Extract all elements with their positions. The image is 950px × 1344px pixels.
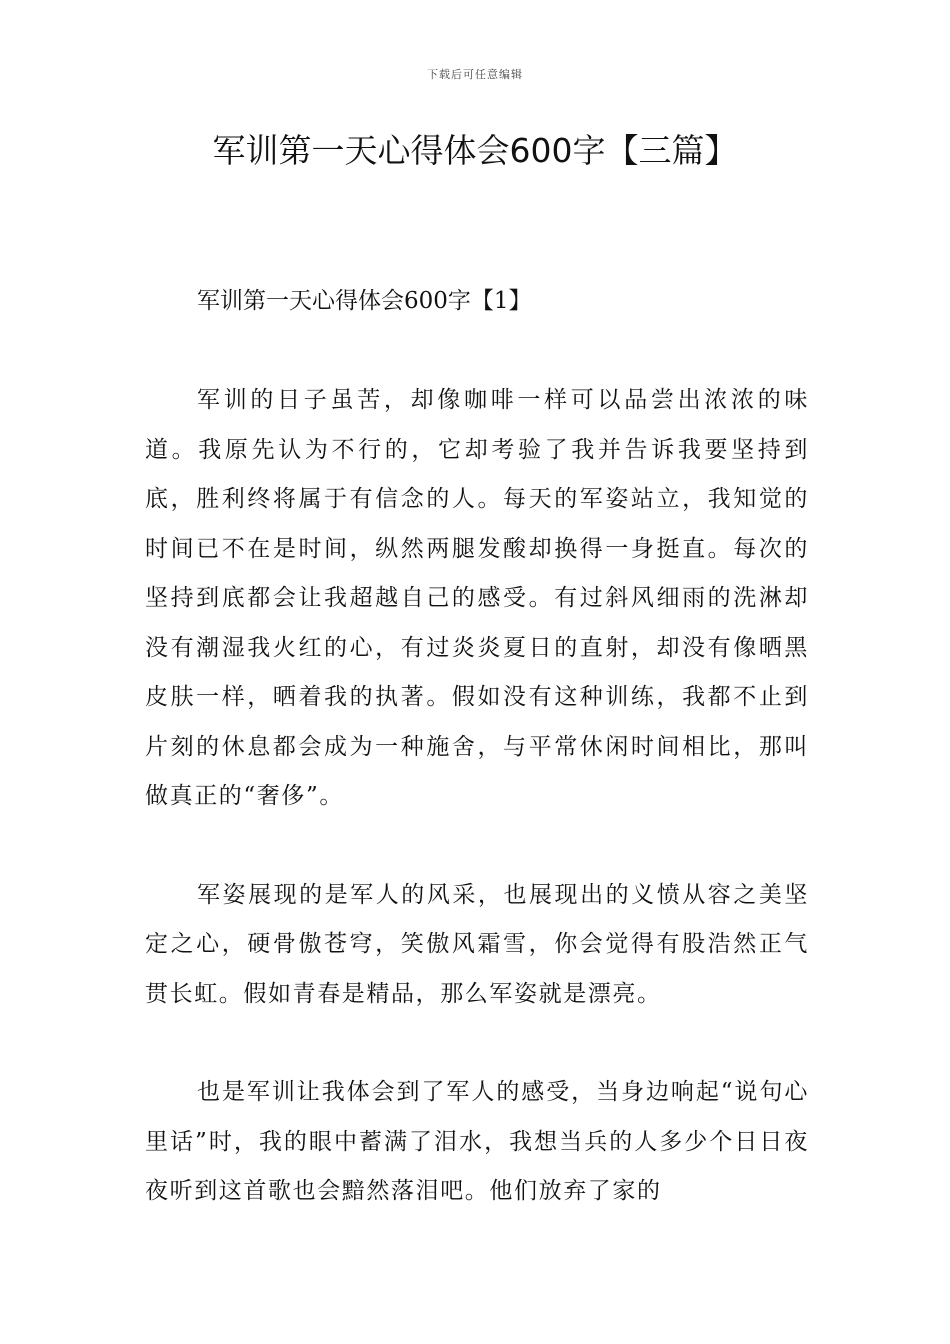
paragraph-1: 军训的日子虽苦，却像咖啡一样可以品尝出浓浓的味道。我原先认为不行的，它却考验了我并告诉我要坚持到底，胜利终将属于有信念的人。每天的军姿站立，我知觉的时间已不在是时间，纵然两腿发酸却换得一身挺直。每次的坚持到底都会让我超越自己的感受。有过斜风细雨的洗淋却没有潮湿我火红的心，有过炎炎夏日的直射，却没有像晒黑皮肤一样，晒着我的执著。假如没有这种训练，我都不止到片刻的休息都会成为一种施舍，与平常休闲时间相比，那叫做真正的“奢侈”。: [145, 387, 809, 809]
section-heading: 军训第一天心得体会600字【1】: [197, 288, 532, 314]
document-body: [145, 277, 809, 1266]
document-title: 军训第一天心得体会600字【三篇】: [212, 131, 738, 170]
paragraph-2: 军姿展现的是军人的风采，也展现出的义愤从容之美坚定之心，硬骨傲苍穹，笑傲风霜雪，你会觉得有股浩然正气贯长虹。假如青春是精品，那么军姿就是漂亮。: [145, 881, 809, 1007]
header-note: 下载后可任意编辑: [427, 68, 523, 81]
paragraph-3: 也是军训让我体会到了军人的感受，当身边响起“说句心里话”时，我的眼中蓄满了泪水，我想当兵的人多少个日日夜夜听到这首歌也会黯然落泪吧。他们放弃了家的: [145, 1079, 809, 1204]
